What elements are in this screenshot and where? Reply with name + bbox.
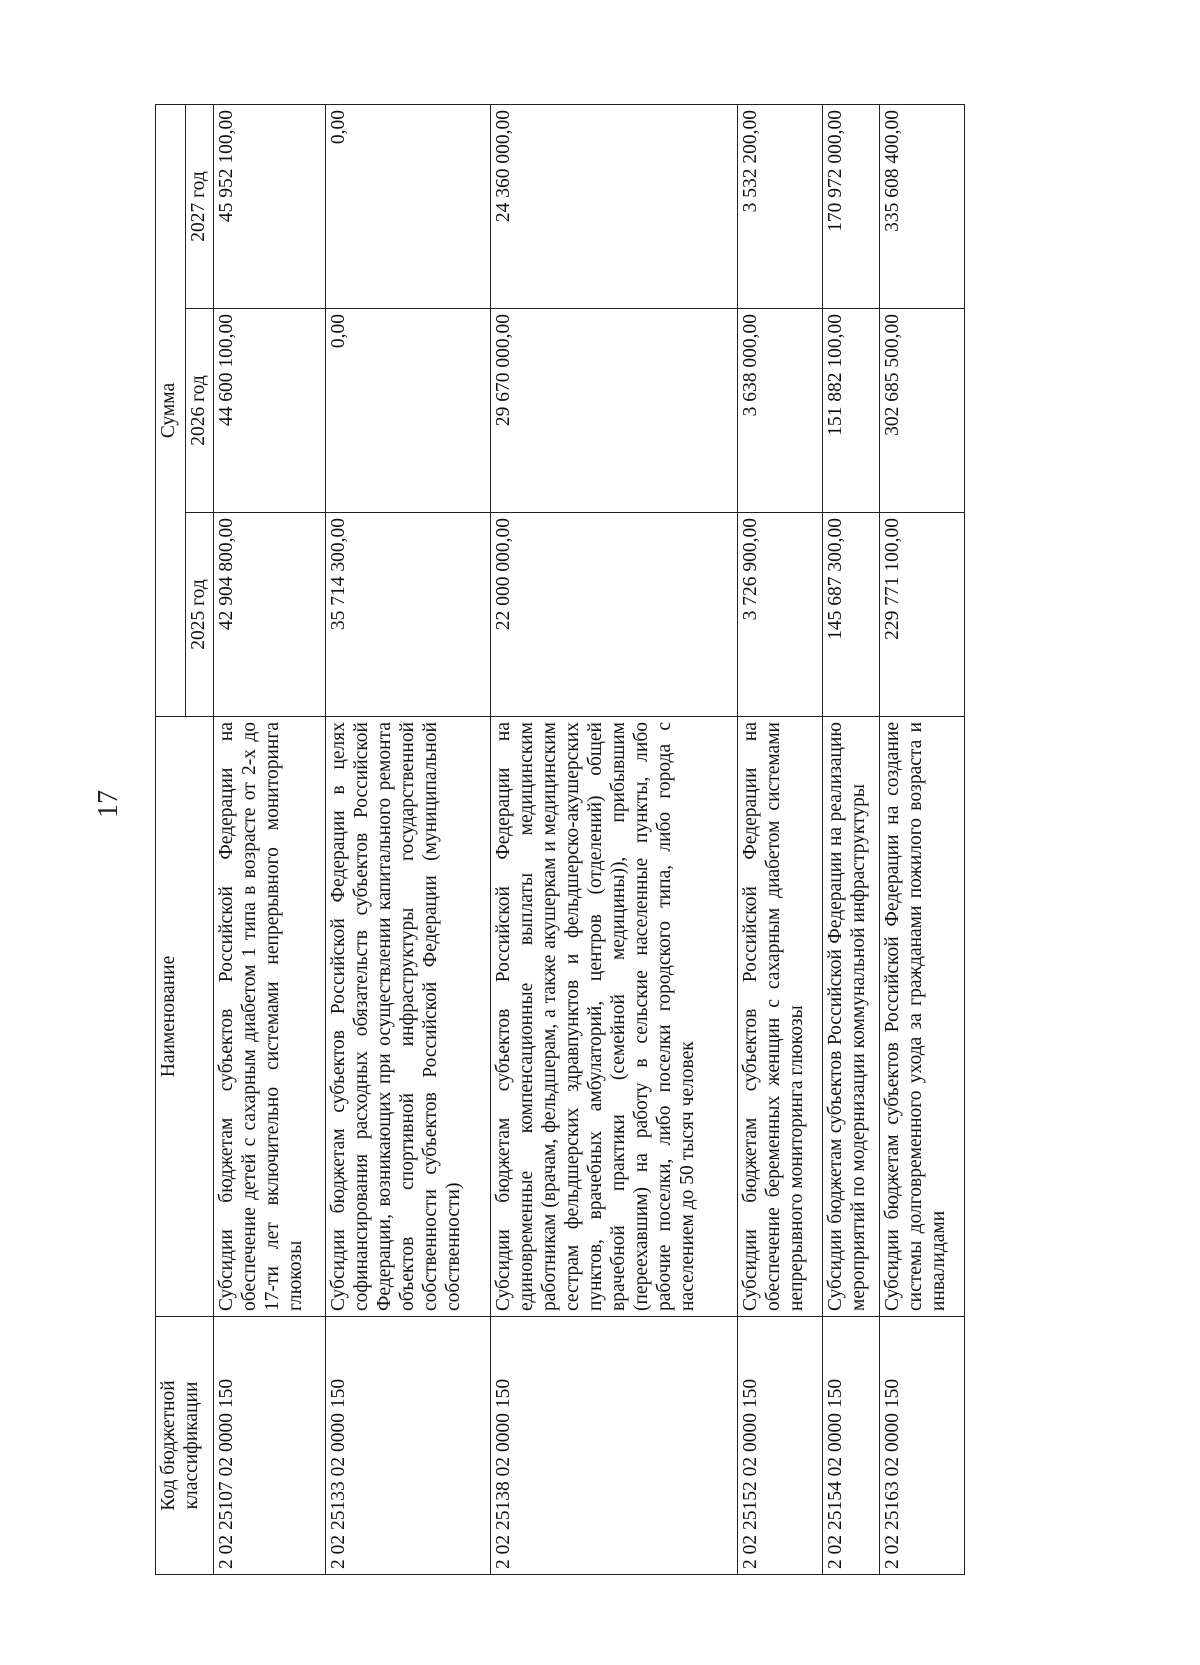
table-row xyxy=(738,104,823,1574)
row-amount-2027: 335 608 400,00 xyxy=(880,104,965,308)
table-row xyxy=(491,104,738,1574)
row-code: 2 02 25138 02 0000 150 xyxy=(491,1317,738,1575)
row-amount-2026: 302 685 500,00 xyxy=(880,309,965,513)
row-amount-2027: 170 972 000,00 xyxy=(822,104,880,308)
row-code: 2 02 25154 02 0000 150 xyxy=(822,1317,880,1575)
row-name: Субсидии бюджетам субъектов Российской Федерации на обеспечение детей с сахарным диабетом 1 типа в возрасте от 2-х до 17-ти лет включительно системами непрерывного мониторинга глюкозы xyxy=(214,717,326,1317)
row-amount-2025: 22 000 000,00 xyxy=(491,513,738,717)
table-row xyxy=(880,104,965,1574)
budget-table xyxy=(155,104,965,1575)
row-amount-2027: 24 360 000,00 xyxy=(491,104,738,308)
row-code: 2 02 25152 02 0000 150 xyxy=(738,1317,823,1575)
row-name: Субсидии бюджетам субъектов Российской Федерации на реализацию мероприятий по модернизации коммунальной инфраструктуры xyxy=(822,717,880,1317)
row-amount-2027: 45 952 100,00 xyxy=(214,104,326,308)
header-year-2027: 2027 год xyxy=(186,104,214,308)
row-amount-2025: 229 771 100,00 xyxy=(880,513,965,717)
row-amount-2026: 151 882 100,00 xyxy=(822,309,880,513)
row-amount-2025: 3 726 900,00 xyxy=(738,513,823,717)
row-amount-2027: 0,00 xyxy=(325,104,491,308)
row-amount-2026: 44 600 100,00 xyxy=(214,309,326,513)
table-row xyxy=(214,104,326,1574)
row-code: 2 02 25163 02 0000 150 xyxy=(880,1317,965,1575)
row-amount-2026: 3 638 000,00 xyxy=(738,309,823,513)
header-name: Наименование xyxy=(156,717,214,1317)
row-amount-2025: 42 904 800,00 xyxy=(214,513,326,717)
row-code: 2 02 25107 02 0000 150 xyxy=(214,1317,326,1575)
header-year-2026: 2026 год xyxy=(186,309,214,513)
budget-table-container xyxy=(155,105,965,1575)
row-name: Субсидии бюджетам субъектов Российской Федерации на создание системы долговременного ухода за гражданами пожилого возраста и инвалидами xyxy=(880,717,965,1317)
row-code: 2 02 25133 02 0000 150 xyxy=(325,1317,491,1575)
table-row xyxy=(822,104,880,1574)
table-row xyxy=(325,104,491,1574)
row-amount-2025: 145 687 300,00 xyxy=(822,513,880,717)
header-code: Код бюджетной классификации xyxy=(156,1317,214,1575)
header-sum: Сумма xyxy=(156,104,186,716)
row-name: Субсидии бюджетам субъектов Российской Федерации в целях софинансирования расходных обязательств субъектов Российской Федерации, возникающих при осуществлении капитального ремонта объектов спортивной инфраструктуры государственной собственности субъектов Российской Федерации (муниципальной собственности) xyxy=(325,717,491,1317)
row-amount-2026: 0,00 xyxy=(325,309,491,513)
row-name: Субсидии бюджетам субъектов Российской Федерации на обеспечение беременных женщин с сахарным диабетом системами непрерывного мониторинга глюкозы xyxy=(738,717,823,1317)
row-amount-2025: 35 714 300,00 xyxy=(325,513,491,717)
row-name: Субсидии бюджетам субъектов Российской Федерации на единовременные компенсационные выплаты медицинским работникам (врачам, фельдшерам, а также акушеркам и медицинским сестрам фельдшерских здравпунктов и фельдшерско-акушерских пунктов, врачебных амбулаторий, центров (отделений) общей врачебной практики (семейной медицины)), прибывшим (переехавшим) на работу в сельские населенные пункты, либо рабочие поселки, либо поселки городского типа, либо города с населением до 50 тысяч человек xyxy=(491,717,738,1317)
page-number: 17 xyxy=(93,790,124,818)
row-amount-2026: 29 670 000,00 xyxy=(491,309,738,513)
row-amount-2027: 3 532 200,00 xyxy=(738,104,823,308)
header-year-2025: 2025 год xyxy=(186,513,214,717)
